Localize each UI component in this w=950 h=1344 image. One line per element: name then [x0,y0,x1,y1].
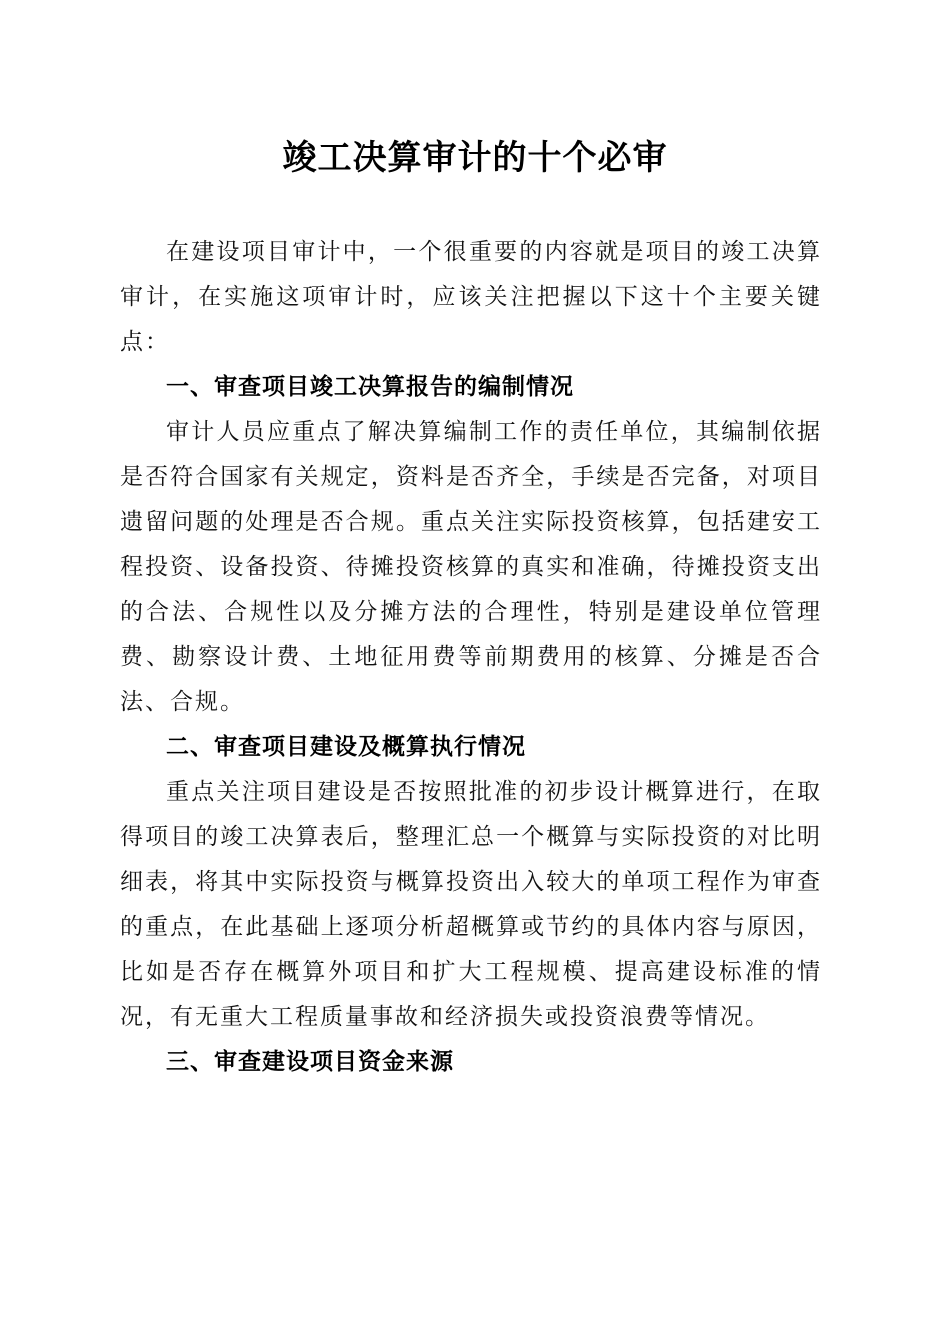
document-body [120,230,822,1085]
section-paragraph-1: 审计人员应重点了解决算编制工作的责任单位，其编制依据是否符合国家有关规定，资料是否齐全，手续是否完备，对项目遗留问题的处理是否合规。重点关注实际投资核算，包括建安工程投资、设备投资、待摊投资核算的真实和准确，待摊投资支出的合法、合规性以及分摊方法的合理性，特别是建设单位管理费、勘察设计费、土地征用费等前期费用的核算、分摊是否合法、合规。 [120,419,822,715]
section-heading-3: 三、审查建设项目资金来源 [166,1049,454,1075]
document-title: 竣工决算审计的十个必审 [282,138,668,178]
section-heading-1: 一、审查项目竣工决算报告的编制情况 [166,374,574,400]
section-heading-2: 二、审查项目建设及概算执行情况 [166,734,526,760]
intro-paragraph: 在建设项目审计中，一个很重要的内容就是项目的竣工决算审计，在实施这项审计时，应该关注把握以下这十个主要关键点： [120,239,822,355]
section-paragraph-2: 重点关注项目建设是否按照批准的初步设计概算进行，在取得项目的竣工决算表后，整理汇总一个概算与实际投资的对比明细表，将其中实际投资与概算投资出入较大的单项工程作为审查的重点，在此基础上逐项分析超概算或节约的具体内容与原因，比如是否存在概算外项目和扩大工程规模、提高建设标准的情况，有无重大工程质量事故和经济损失或投资浪费等情况。 [120,779,822,1030]
